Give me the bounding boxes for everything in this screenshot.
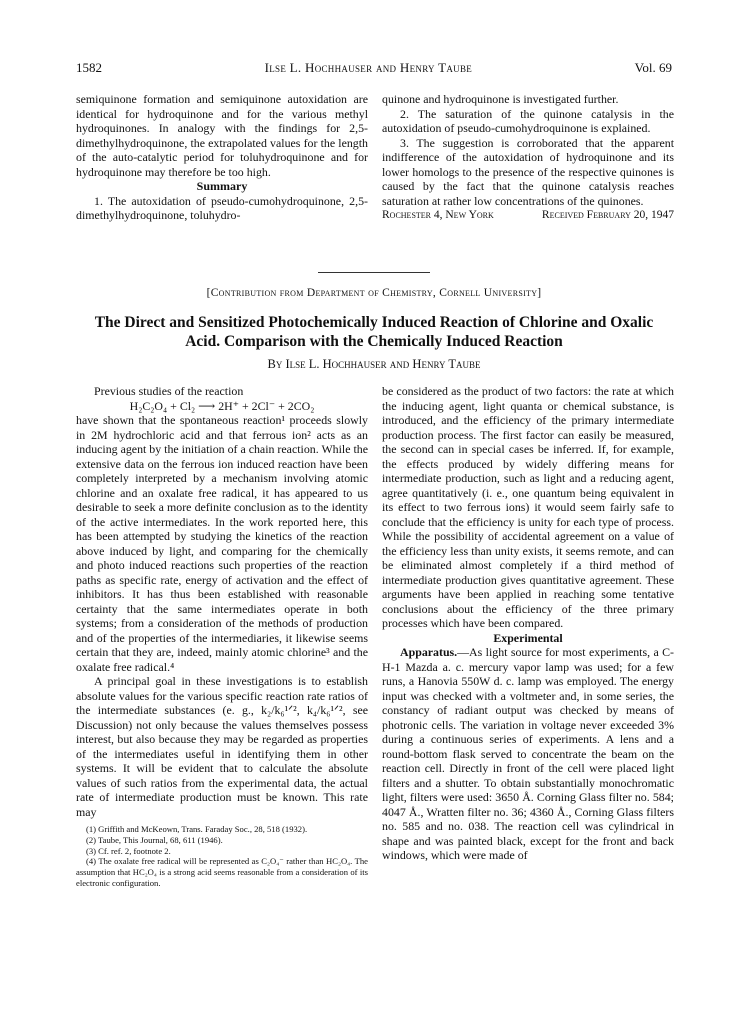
- body-paragraph-1: have shown that the spontaneous reaction¹ proceeds slowly in 2M hydrochloric acid and that ferrous ion² acts as an inducing agent by the initiation of a chain reaction. While the extensive data on the ferrous ion induced reaction have been completely interpreted by a mechanism involving atomic chlorine and an oxalate free radical, it has appeared to us desirable to seek a more definite conclusion as to the identity of the active intermediates. In the work reported here, this has been attempted by studying the kinetics of the reaction above induced by light, and comparing for the chemically and photo induced reactions such properties of the reaction paths as specific rate, energy of activation and the effect of inhibitors. It has thus been established with reasonable certainty that the same intermediates operate in both systems; from a consideration of the methods of production and of the properties of the intermediaries, it likewise seems certain that they are, indeed, mainly atomic chlorine³ and the oxalate free radical.⁴: [76, 413, 368, 674]
- summary-item-1: 1. The autoxidation of pseudo-cumohydroquinone, 2,5-dimethylhydroquinone, toluhydro-: [76, 193, 368, 222]
- footnote-4: (4) The oxalate free radical will be represented as C₂O₄⁻ rather than HC₂O₄. The assumption that HC₂O₄ is a strong acid seems reasonable from a consideration of its electronic configuration.: [76, 856, 368, 888]
- dateline: [382, 208, 674, 223]
- article-left-column: [76, 384, 368, 889]
- byline: By Ilse L. Hochhauser and Henry Taube: [267, 357, 481, 371]
- intro-line: Previous studies of the reaction: [94, 384, 244, 398]
- apparatus-label: Apparatus.: [400, 645, 458, 659]
- article-right-column: [382, 384, 674, 863]
- contribution-line: [Contribution from Department of Chemistry, Cornell University]: [206, 287, 542, 299]
- reaction-equation: H₂C₂O₄ + Cl₂ ⟶ 2H⁺ + 2Cl⁻ + 2CO₂: [129, 398, 315, 413]
- body-paragraph-2: A principal goal in these investigations is to establish absolute values for the various specific reaction rate ratios of the intermediate substances (e. g., k₂/k₆¹ᐟ², k₄/k₆¹ᐟ², see Discussion) not only because the values themselves possess interest, but also because they may be regarded as properties of the intermediates useful in identifying them in other systems. It will be evident that to calculate the absolute values of such ratios from the experimental data, the actual rate of intermediate production must be known. This rate may: [76, 674, 368, 819]
- volume-label: Vol. 69: [634, 60, 672, 75]
- footnote-3: (3) Cf. ref. 2, footnote 2.: [86, 845, 171, 856]
- running-head: [76, 60, 672, 76]
- page-number: 1582: [76, 60, 102, 75]
- summary-item-2: 2. The saturation of the quinone catalysis in the autoxidation of pseudo-cumohydroquinone is explained.: [382, 106, 674, 135]
- experimental-heading: Experimental: [493, 630, 563, 645]
- footnotes: [76, 824, 368, 889]
- previous-article-right-column: [382, 92, 674, 223]
- previous-article-paragraph: semiquinone formation and semiquinone autoxidation are identical for hydroquinone and for the various methyl hydroquinones. In analogy with the findings for 2,5-dimethylhydroquinone, the extrapolated values for the length of the auto-catalytic period for toluhydroquinone and for hydroquinone may therefore be too high.: [76, 92, 368, 179]
- apparatus-paragraph: [382, 645, 674, 863]
- summary-heading: Summary: [196, 179, 248, 193]
- summary-item-3: 3. The suggestion is corroborated that the apparent indifference of the autoxidation of hydroquinone and its lower homologs to the presence of the respective quinones is caused by the fact that the quinone catalysis reaches saturation at rather low concentrations of the quinones.: [382, 135, 674, 208]
- footnote-1: (1) Griffith and McKeown, Trans. Faraday Soc., 28, 518 (1932).: [86, 824, 308, 834]
- dateline-place: Rochester 4, New York: [382, 209, 494, 221]
- footnote-2: (2) Taube, This Journal, 68, 611 (1946).: [86, 834, 223, 845]
- dateline-received: Received February 20, 1947: [541, 209, 674, 221]
- apparatus-text: —As light source for most experiments, a C-H-1 Mazda a. c. mercury vapor lamp was used; for a few runs, a Hanovia 550W d. c. lamp was employed. The energy input was checked with a voltmeter and, in some series, the constancy of radiant output was checked by means of photronic cells. The variation in voltage never exceeded 3% during a continuous series of experiments. A lens and a round-bottom flask served to concentrate the beam on the reaction cell. Directly in front of the cell were placed light filters and a shutter. To obtain substantially monochromatic light, filters were used: 3650 Å. Corning Glass filter no. 584; 4047 Å., Wratten filter no. 36; 4360 Å., Corning Glass filters no. 585 and no. 038. The reaction cell was cylindrical in shape and was painted black, except for the front and back windows, which were made of: [382, 645, 674, 862]
- running-head-title: Ilse L. Hochhauser and Henry Taube: [264, 60, 473, 75]
- article-title: The Direct and Sensitized Photochemically Induced Reaction of Chlorine and Oxalic Acid. Comparison with the Chemically Induced Reaction: [94, 314, 654, 350]
- body-paragraph-2-continued: be considered as the product of two factors: the rate at which the inducing agent, light quanta or chemical substance, is introduced, and the efficiency of the primary intermediate production process. The first factor can easily be measured, the second can in special cases be inferred. If, for example, the effects produced by widely differing means for intermediate production, such as light and a reducing agent, agree quantitatively (i. e., one quantum being equivalent in its effect to two ferrous ions) it would seem fairly safe to conclude that the efficiency is unity for each type of process. While the possibility of accidental agreement on a value of the efficiency less than unity exists, it seems remote, and can be eliminated almost completely if a third method of intermediate production gives quantitative agreement. These arguments have been applied in reaching some tentative conclusions about the efficiency of the three primary processes which have been compared.: [382, 384, 674, 630]
- article-separator-rule: [318, 272, 430, 273]
- summary-item-1-continued: quinone and hydroquinone is investigated further.: [382, 92, 619, 106]
- previous-article-left-column: [76, 92, 368, 223]
